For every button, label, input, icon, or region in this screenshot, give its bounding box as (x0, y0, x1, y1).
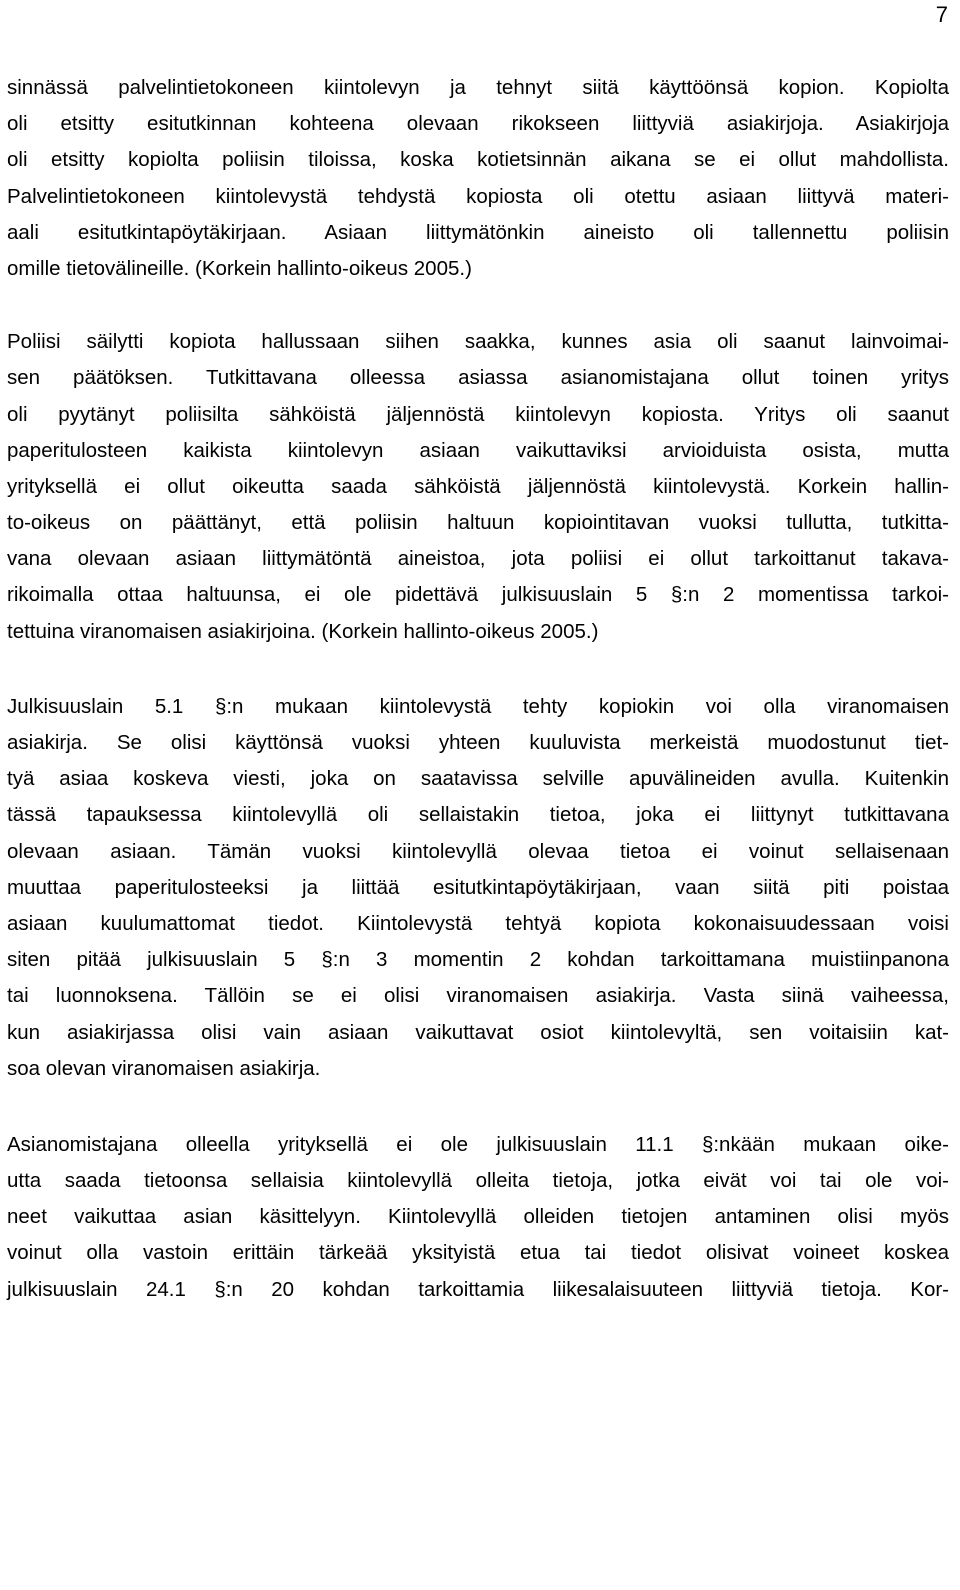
text-line: siten pitää julkisuuslain 5 §:n 3 momentin 2 kohdan tarkoittamana muistiinpanona (7, 948, 949, 972)
text-line: tettuina viranomaisen asiakirjoina. (Korkein hallinto-oikeus 2005.) (7, 619, 599, 643)
text-line: voinut olla vastoin erittäin tärkeää yksityistä etua tai tiedot olisivat voineet koskea (7, 1241, 949, 1265)
text-line: neet vaikuttaa asian käsittelyyn. Kiintolevyllä olleiden tietojen antaminen olisi myös (7, 1205, 949, 1229)
paragraph-1 (7, 70, 949, 287)
text-line: soa olevan viranomaisen asiakirja. (7, 1056, 321, 1080)
text-line: Asianomistajana olleella yrityksellä ei ole julkisuuslain 11.1 §:nkään mukaan oike- (7, 1132, 949, 1156)
text-line: asiakirja. Se olisi käyttönsä vuoksi yhteen kuuluvista merkeistä muodostunut tiet- (7, 731, 949, 754)
text-line: sen päätöksen. Tutkittavana olleessa asiassa asianomistajana ollut toinen yritys (7, 366, 949, 390)
text-line: olevaan asiaan. Tämän vuoksi kiintolevyllä olevaa tietoa ei voinut sellaisenaan (7, 839, 949, 863)
text-line: tyä asiaa koskeva viesti, joka on saatavissa selville apuvälineiden avulla. Kuitenkin (7, 767, 949, 791)
text-line: paperitulosteen kaikista kiintolevyn asiaan vaikuttaviksi arvioiduista osista, mutta (7, 438, 949, 462)
text-line: to-oikeus on päättänyt, että poliisin haltuun kopiointitavan vuoksi tullutta, tutkitta- (7, 511, 949, 535)
text-line: rikoimalla ottaa haltuunsa, ei ole pidettävä julkisuuslain 5 §:n 2 momentissa tarkoi- (7, 583, 949, 607)
text-line: oli pyytänyt poliisilta sähköistä jäljennöstä kiintolevyn kopiosta. Yritys oli saanut (7, 402, 949, 426)
document-body (7, 70, 949, 1308)
text-line: omille tietovälineille. (Korkein hallinto-oikeus 2005.) (7, 256, 472, 280)
text-line: kun asiakirjassa olisi vain asiaan vaikuttavat osiot kiintolevyltä, sen voitaisiin kat- (7, 1020, 949, 1044)
page-number: 7 (935, 2, 948, 27)
text-line: Julkisuuslain 5.1 §:n mukaan kiintolevystä tehty kopiokin voi olla viranomaisen (7, 694, 949, 718)
text-line: oli etsitty esitutkinnan kohteena olevaan rikokseen liittyviä asiakirjoja. Asiakirjoja (7, 112, 949, 136)
paragraph-3 (7, 689, 949, 1087)
paragraph-4 (7, 1127, 949, 1308)
text-line: oli etsitty kopiolta poliisin tiloissa, koska kotietsinnän aikana se ei ollut mahdollista. (7, 148, 949, 172)
text-line: yrityksellä ei ollut oikeutta saada sähköistä jäljennöstä kiintolevystä. Korkein hallin- (7, 474, 949, 498)
text-line: asiaan kuulumattomat tiedot. Kiintolevystä tehtyä kopiota kokonaisuudessaan voisi (7, 911, 949, 935)
text-line: tässä tapauksessa kiintolevyllä oli sellaistakin tietoa, joka ei liittynyt tutkittavana (7, 803, 949, 827)
text-line: tai luonnoksena. Tällöin se ei olisi viranomaisen asiakirja. Vasta siinä vaiheessa, (7, 984, 949, 1008)
text-line: utta saada tietoonsa sellaisia kiintolevyllä olleita tietoja, jotka eivät voi tai ole voi- (7, 1169, 949, 1193)
text-line: muuttaa paperitulosteeksi ja liittää esitutkintapöytäkirjaan, vaan siitä piti poistaa (7, 875, 949, 899)
text-line: sinnässä palvelintietokoneen kiintolevyn ja tehnyt siitä käyttöönsä kopion. Kopiolta (7, 76, 949, 99)
paragraph-2 (7, 324, 949, 650)
text-line: Palvelintietokoneen kiintolevystä tehdystä kopiosta oli otettu asiaan liittyvä materi- (7, 184, 949, 208)
text-line: Poliisi säilytti kopiota hallussaan siihen saakka, kunnes asia oli saanut lainvoimai- (7, 330, 949, 354)
text-line: aali esitutkintapöytäkirjaan. Asiaan liittymätönkin aineisto oli tallennettu poliisin (7, 220, 949, 244)
text-line: julkisuuslain 24.1 §:n 20 kohdan tarkoittamia liikesalaisuuteen liittyviä tietoja. Kor- (7, 1277, 949, 1301)
text-line: vana olevaan asiaan liittymätöntä aineistoa, jota poliisi ei ollut tarkoittanut takava- (7, 547, 949, 571)
